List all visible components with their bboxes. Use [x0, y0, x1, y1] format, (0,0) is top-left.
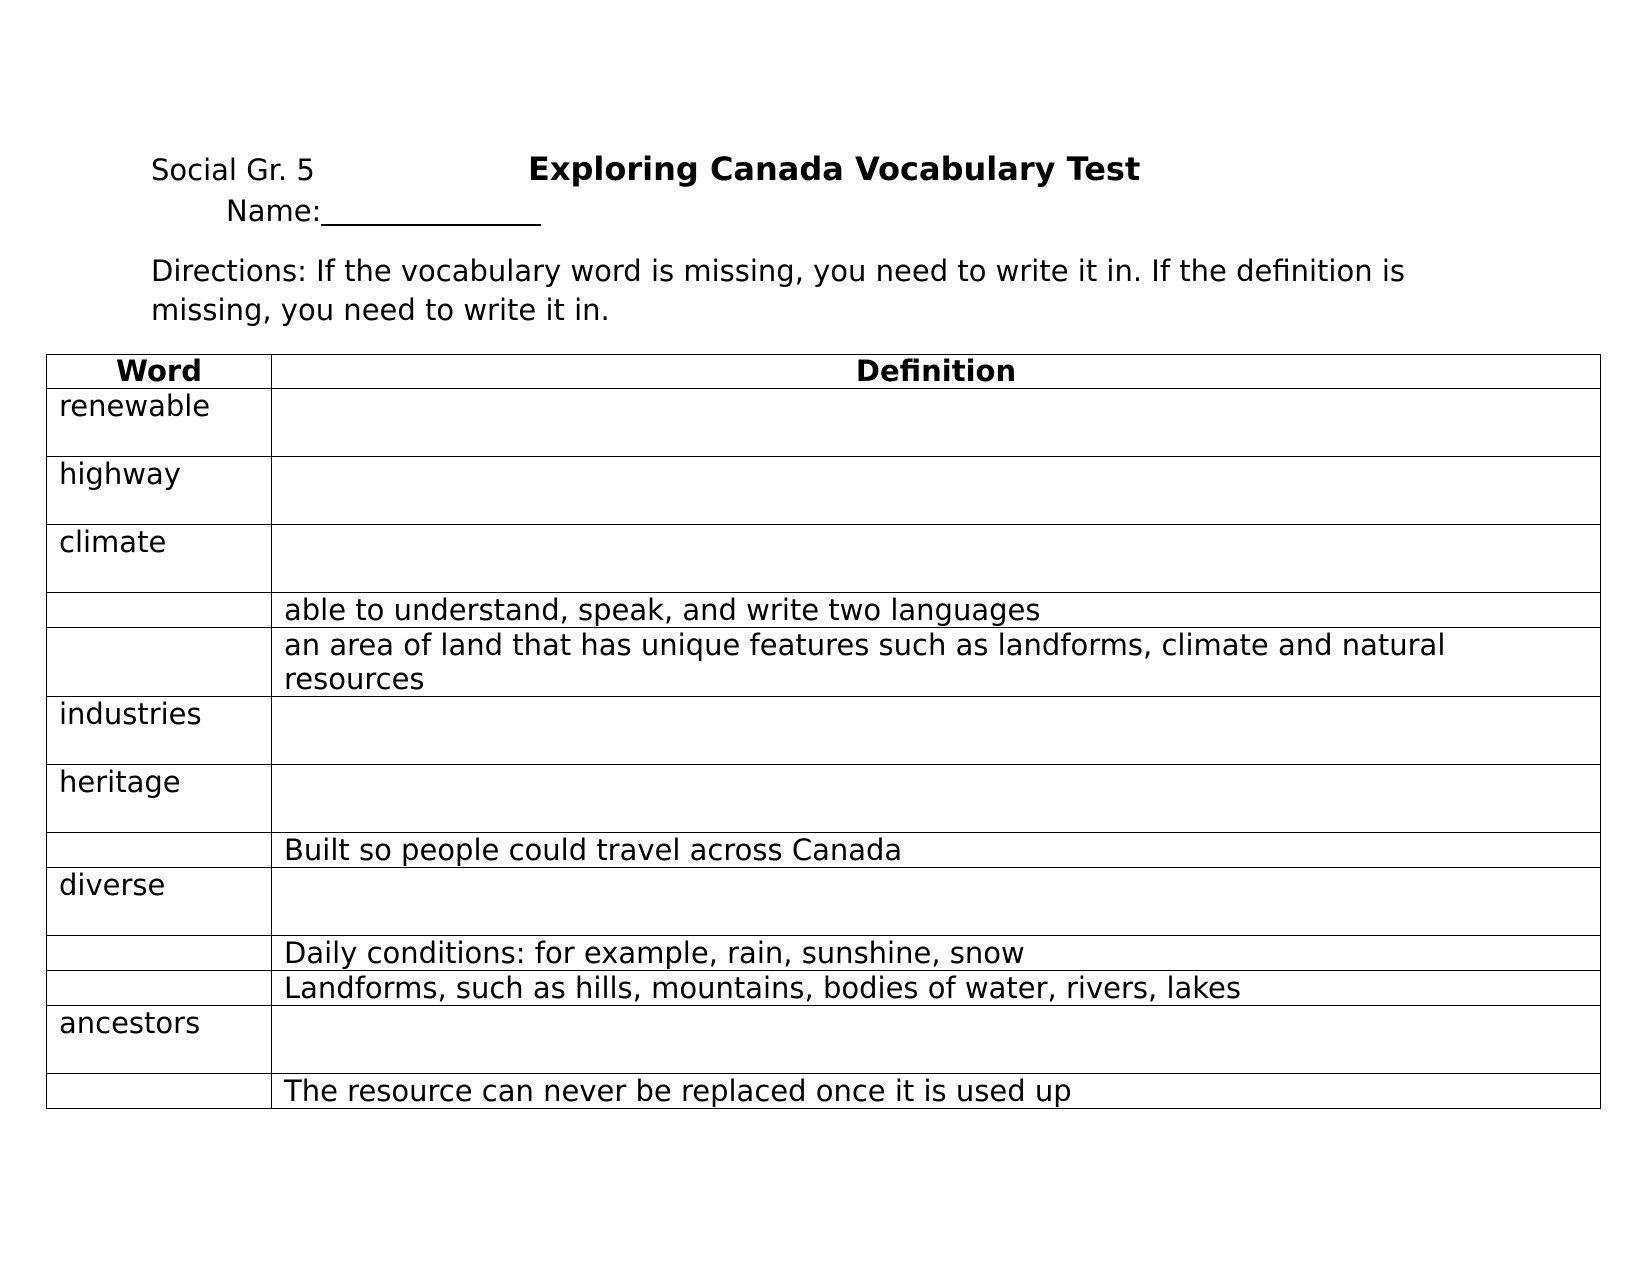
definition-cell-blank[interactable]: [272, 457, 1601, 525]
definition-cell: able to understand, speak, and write two languages: [272, 593, 1601, 628]
table-row: [47, 868, 1601, 936]
table-row: [47, 1006, 1601, 1074]
table-row: [47, 389, 1601, 457]
name-blank-line[interactable]: [321, 193, 541, 226]
definition-cell-blank[interactable]: [272, 697, 1601, 765]
table-row: [47, 936, 1601, 971]
page-title: Exploring Canada Vocabulary Test: [528, 150, 1141, 188]
word-cell: diverse: [47, 868, 272, 936]
word-cell-blank[interactable]: [47, 833, 272, 868]
table-row: [47, 628, 1601, 697]
course-label: Social Gr. 5: [151, 153, 315, 187]
definition-cell: Landforms, such as hills, mountains, bodies of water, rivers, lakes: [272, 971, 1601, 1006]
word-cell-blank[interactable]: [47, 628, 272, 697]
definition-cell: The resource can never be replaced once it is used up: [272, 1074, 1601, 1109]
definition-cell: Built so people could travel across Canada: [272, 833, 1601, 868]
table-row: [47, 457, 1601, 525]
word-cell: industries: [47, 697, 272, 765]
table-row: [47, 697, 1601, 765]
table-header-row: [47, 355, 1601, 389]
definition-cell: Daily conditions: for example, rain, sunshine, snow: [272, 936, 1601, 971]
vocabulary-table: [46, 354, 1601, 1109]
word-column-header: Word: [47, 355, 272, 389]
table-row: [47, 525, 1601, 593]
definition-cell: an area of land that has unique features such as landforms, climate and natural resources: [272, 628, 1601, 697]
word-cell-blank[interactable]: [47, 1074, 272, 1109]
table-row: [47, 765, 1601, 833]
definition-cell-blank[interactable]: [272, 765, 1601, 833]
name-label: Name:: [226, 194, 322, 228]
table-row: [47, 971, 1601, 1006]
word-cell: highway: [47, 457, 272, 525]
definition-cell-blank[interactable]: [272, 1006, 1601, 1074]
name-field: [226, 193, 541, 229]
word-cell: climate: [47, 525, 272, 593]
table-row: [47, 1074, 1601, 1109]
word-cell-blank[interactable]: [47, 936, 272, 971]
definition-cell-blank[interactable]: [272, 868, 1601, 936]
word-cell-blank[interactable]: [47, 593, 272, 628]
table-row: [47, 593, 1601, 628]
directions-text: Directions: If the vocabulary word is missing, you need to write it in. If the definition is missing, you need to write it in.: [151, 254, 1405, 327]
definition-cell-blank[interactable]: [272, 389, 1601, 457]
table-row: [47, 833, 1601, 868]
word-cell-blank[interactable]: [47, 971, 272, 1006]
word-cell: heritage: [47, 765, 272, 833]
word-cell: renewable: [47, 389, 272, 457]
definition-column-header: Definition: [272, 355, 1601, 389]
definition-cell-blank[interactable]: [272, 525, 1601, 593]
word-cell: ancestors: [47, 1006, 272, 1074]
